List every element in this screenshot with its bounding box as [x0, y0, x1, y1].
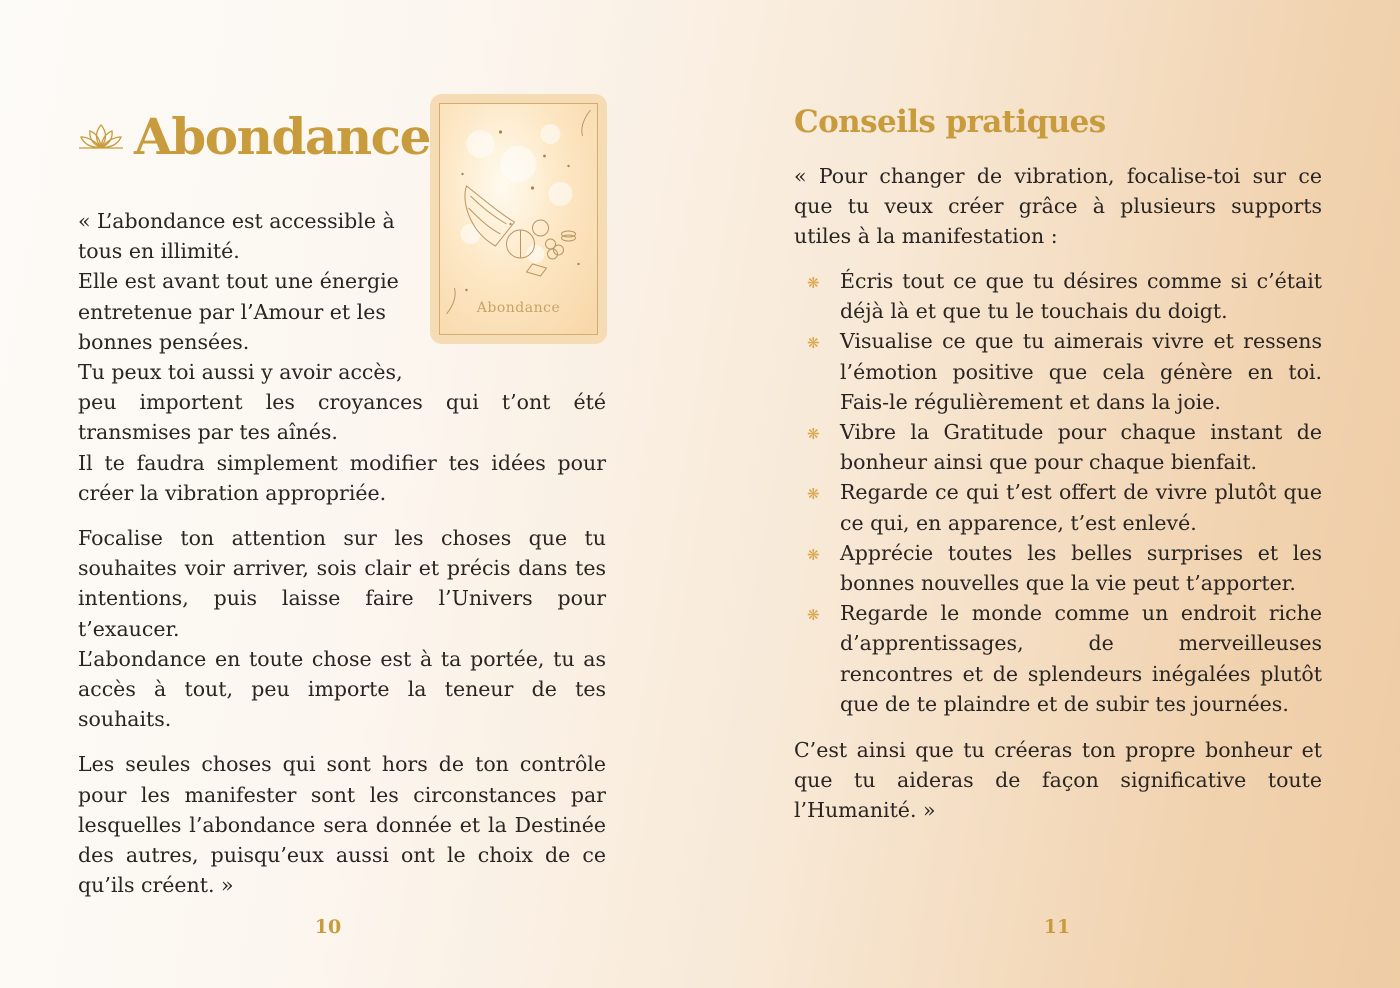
- flower-bullet-icon: ❋: [807, 274, 820, 292]
- intro-continuation: Il te faudra simplement modifier tes idées pour créer la vibration appropriée.: [78, 450, 606, 505]
- flower-bullet-icon: ❋: [807, 545, 820, 564]
- intro-paragraph: « Pour changer de vibration, focalise-toi sur ce que tu veux créer grâce à plusieurs supports utiles à la manifestation :: [794, 164, 1322, 249]
- right-page: [700, 0, 1400, 988]
- flower-bullet-icon: ❋: [807, 334, 820, 353]
- intro-line: Tu peux toi aussi y avoir accès,: [78, 360, 403, 385]
- lotus-icon: [76, 121, 126, 151]
- section-title: Conseils pratiques: [794, 104, 1106, 140]
- flower-bullet-icon: ❋: [807, 425, 820, 444]
- paragraph: L’abondance en toute chose est à ta portée, tu as accès à tout, peu importe la teneur de tes souhaits.: [78, 646, 606, 732]
- flower-bullet-icon: ❋: [807, 485, 820, 504]
- list-item: ❋ Vibre la Gratitude pour chaque instant de bonheur ainsi que pour chaque bienfait.: [807, 420, 1322, 475]
- card-label: Abondance: [476, 300, 561, 316]
- closing-paragraph: C’est ainsi que tu créeras ton propre bonheur et que tu aideras de façon significative toute l’Humanité. »: [794, 738, 1322, 823]
- flower-bullet-icon: ❋: [807, 606, 820, 625]
- page-title: Abondance: [134, 106, 430, 166]
- intro-text: [78, 206, 606, 508]
- list-item: ❋ Regarde le monde comme un endroit riche d’apprentissages, de merveilleuses rencontres et de splendeurs inégalées plutôt que de te plaindre et de subir tes journées.: [807, 601, 1322, 716]
- intro-line: « L’abondance est accessible à tous en illimité.: [78, 209, 395, 264]
- list-item: ❋ Apprécie toutes les belles surprises et les bonnes nouvelles que la vie peut t’apporter.: [807, 540, 1322, 596]
- list-item: ❋ Écris tout ce que tu désires comme si c’était déjà là et que tu le touchais du doigt.: [807, 269, 1322, 324]
- title-row: [76, 100, 430, 172]
- tips-list: [794, 266, 1322, 719]
- list-item: ❋ Regarde ce qui t’est offert de vivre plutôt que ce qui, en apparence, t’est enlevé.: [807, 480, 1322, 535]
- list-item: ❋ Visualise ce que tu aimerais vivre et ressens l’émotion positive que cela génère en toi. Fais-le régulièrement et dans la joie.: [807, 329, 1322, 414]
- intro-continuation: peu importent les croyances qui t’ont été transmises par tes aînés.: [78, 390, 606, 445]
- page-number: 11: [1043, 916, 1071, 938]
- page-number: 10: [314, 916, 342, 938]
- paragraph: Les seules choses qui sont hors de ton contrôle pour les manifester sont les circonstances par lesquelles l’abondance sera donnée et la Destinée des autres, puisqu’eux aussi ont le choix de ce qu’ils créent. »: [78, 752, 606, 898]
- paragraph: Focalise ton attention sur les choses que tu souhaites voir arriver, sois clair et précis dans tes intentions, puis laisse faire l’Univers pour t’exaucer.: [78, 526, 606, 641]
- intro-line: Elle est avant tout une énergie entretenue par l’Amour et les bonnes pensées.: [78, 269, 399, 354]
- left-body: [78, 523, 606, 900]
